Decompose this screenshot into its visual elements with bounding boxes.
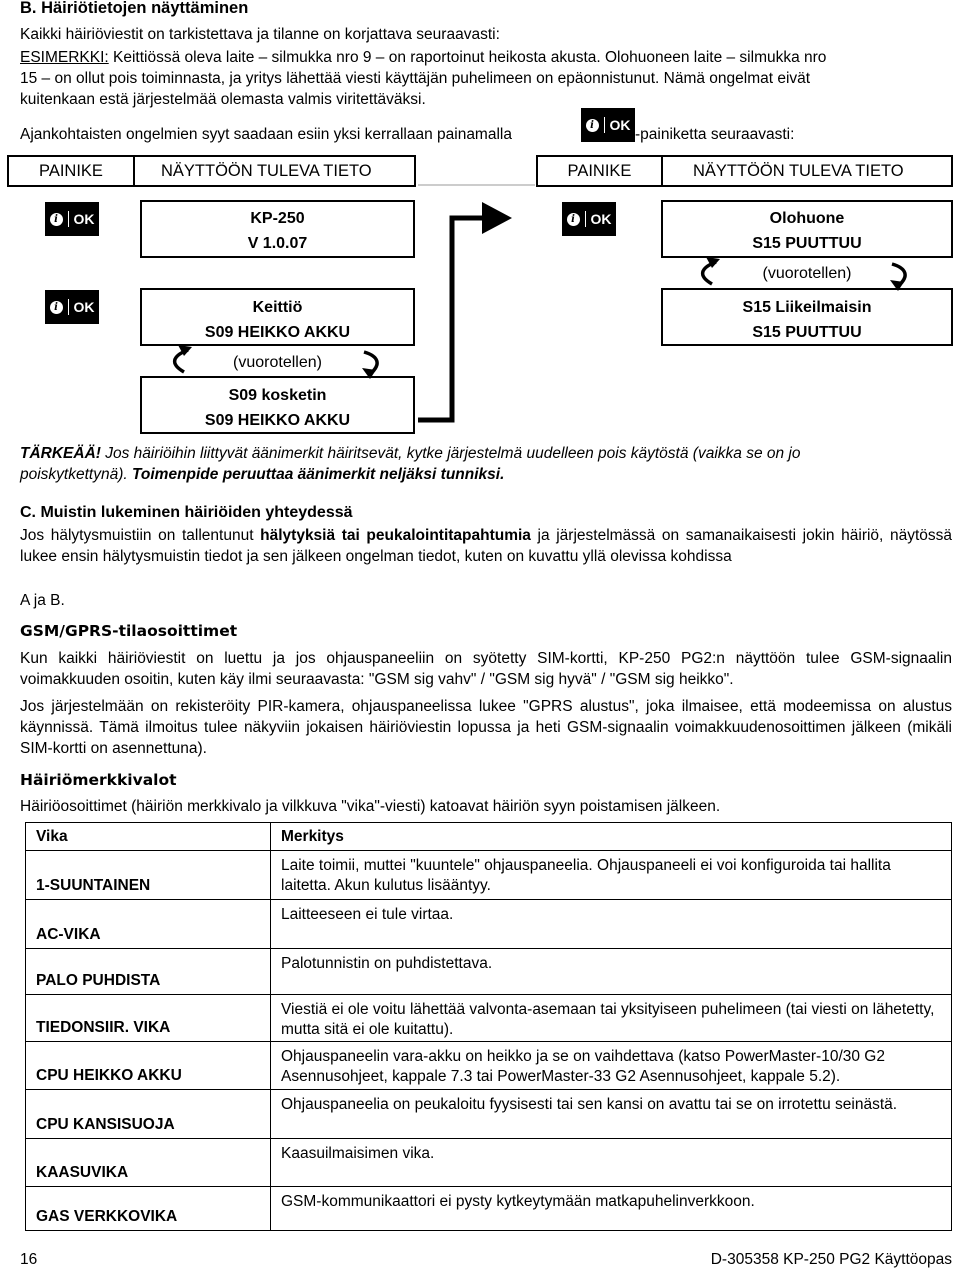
curved-arrow-left-1 (175, 345, 192, 372)
example-text: Keittiössä oleva laite – silmukka nro 9 – on raportoinut heikosta akusta. Olohuoneen laite – silmukka nro (108, 49, 827, 66)
doc-reference: D-305358 KP-250 PG2 Käyttöopas (710, 1251, 952, 1268)
ok-label: OK (73, 211, 95, 227)
ok-label: OK (609, 117, 631, 133)
meaning-cell: Laite toimii, muttei "kuuntele" ohjauspaneelia. Ohjauspaneeli ei voi konfiguroida tai hallita laitetta. Akun kulutus lisääntyy. (271, 851, 952, 900)
connector-arrow (418, 202, 512, 420)
curved-arrow-right-2 (890, 264, 905, 291)
fault-cell: 1-SUUNTAINEN (26, 851, 271, 900)
table-header-row (26, 823, 952, 851)
meaning-cell: Laitteeseen ei tule virtaa. (271, 900, 952, 949)
alternating-label-right: (vuorotellen) (762, 265, 852, 282)
meaning-cell: Ohjauspaneelia on peukaloitu fyysisesti tai sen kansi on avattu tai se on irrotettu seinästä. (271, 1090, 952, 1139)
example-label: ESIMERKKI: (20, 49, 109, 66)
meaning-cell: GSM-kommunikaattori ei pysty kytkeytymään matkapuhelinverkkoon. (271, 1187, 952, 1231)
display-line: Olohuone (769, 210, 845, 227)
info-icon: i (586, 119, 599, 132)
gsm-paragraph-2: Jos järjestelmään on rekisteröity PIR-kamera, ohjauspaneelissa lukee "GPRS alustus", joka ilmaisee, että modeemissa on alustus käynnissä. Tämä ilmoitus tulee näkyviin jokaisen häiriöviestin lopussa ja heti GSM-signaalin voimakkuudenosoittimen jälkeen (mikäli SIM-kortti on asennettuna). (20, 698, 952, 757)
display-line: V 1.0.07 (247, 235, 308, 252)
important-emphasis: Toimenpide peruuttaa äänimerkit neljäksi tunniksi. (132, 466, 505, 483)
important-line-2 (20, 464, 504, 485)
alternating-label-left: (vuorotellen) (233, 354, 322, 371)
section-c-title: C. Muistin lukeminen häiriöiden yhteydessä (20, 504, 353, 521)
header-text: PAINIKE (567, 161, 632, 180)
section-b-title: B. Häiriötietojen näyttäminen (20, 0, 249, 17)
table-row (26, 851, 952, 900)
para-text: Jos hälytysmuistiin on tallentunut (20, 527, 261, 544)
curved-arrow-left-2 (362, 352, 377, 379)
display-line: S09 HEIKKO AKKU (204, 324, 351, 341)
info-icon: i (567, 213, 580, 226)
table-row (26, 1090, 952, 1139)
table-header-fault: Vika (26, 823, 271, 851)
display-line: Keittiö (252, 299, 303, 316)
important-label: TÄRKEÄÄ! (20, 445, 101, 462)
page-number: 16 (20, 1251, 38, 1268)
important-text: Jos häiriöihin liittyvät äänimerkit häiritsevät, kytke järjestelmä uudelleen pois käytöstä (vaikka se on jo (100, 445, 801, 462)
fault-cell: KAASUVIKA (26, 1139, 271, 1187)
fault-table (25, 822, 952, 1231)
table-row (26, 949, 952, 995)
section-c-paragraph (20, 525, 952, 567)
meaning-cell: Kaasuilmaisimen vika. (271, 1139, 952, 1187)
meaning-cell: Palotunnistin on puhdistettava. (271, 949, 952, 995)
fault-cell: CPU KANSISUOJA (26, 1090, 271, 1139)
info-icon: i (50, 213, 63, 226)
fault-cell: GAS VERKKOVIKA (26, 1187, 271, 1231)
section-c-tail: A ja B. (20, 592, 65, 609)
display-line: S15 Liikeilmaisin (742, 299, 872, 316)
header-text: PAINIKE (39, 161, 103, 180)
table-row (26, 1187, 952, 1231)
instruction-pre: Ajankohtaisten ongelmien syyt saadaan esiin yksi kerrallaan painamalla (20, 126, 512, 143)
display-line: S15 PUUTTUU (752, 324, 862, 341)
para-text (335, 527, 342, 544)
instruction-post: -painiketta seuraavasti: (635, 126, 795, 143)
header-text: NÄYTTÖÖN TULEVA TIETO (161, 161, 372, 180)
example-line-2: 15 – on ollut pois toiminnasta, ja yritys lähettää viesti käyttäjän puhelimeen on epäonnistunut. Nämä ongelmat eivät (20, 70, 811, 87)
table-row (26, 900, 952, 949)
important-line-1 (20, 443, 800, 464)
ok-label: OK (590, 211, 612, 227)
para-text: ja järjestelmässä on samanaikaisesti jokin häiriö, näytössä lukee ensin hälytysmuistin tiedot ja sen jälkeen ongelman tiedot, kuten on kuvattu yllä olevissa kohdissa (20, 527, 953, 565)
ok-label: OK (73, 299, 95, 315)
table-row (26, 1042, 952, 1090)
display-line: S09 kosketin (228, 387, 327, 404)
display-line: S09 HEIKKO AKKU (204, 412, 351, 429)
table-header-meaning: Merkitys (271, 823, 952, 851)
indicators-title: Häiriömerkkivalot (20, 771, 177, 789)
intro-line: Kaikki häiriöviestit on tarkistettava ja tilanne on korjattava seuraavasti: (20, 26, 500, 43)
header-text: NÄYTTÖÖN TULEVA TIETO (693, 161, 904, 180)
indicators-intro: Häiriöosoittimet (häiriön merkkivalo ja vilkkuva "vika"-viesti) katoavat häiriön syyn poistamisen jälkeen. (20, 798, 721, 815)
table-row (26, 995, 952, 1042)
table-row (26, 1139, 952, 1187)
gsm-title: GSM/GPRS-tilaosoittimet (20, 622, 238, 640)
curved-arrow-right-1 (703, 257, 720, 284)
info-icon: i (50, 301, 63, 314)
gsm-paragraph-1: Kun kaikki häiriöviestit on luettu ja jos ohjauspaneeliin on syötetty SIM-kortti, KP-250 PG2:n näyttöön tulee GSM-signaalin voimakkuuden osoitin, kuten käy ilmi seuraavasta: "GSM sig vahv" / "GSM sig hyvä" / "GSM sig heikko". (20, 650, 952, 688)
important-text: poiskytkettynä). (20, 466, 132, 483)
fault-cell: AC-VIKA (26, 900, 271, 949)
flow-arrows (0, 0, 960, 440)
meaning-cell: Viestiä ei ole voitu lähettää valvonta-asemaan tai yksityiseen puhelimeen (tai viesti on lähetetty, mutta sitä ei ole kuitattu). (271, 995, 952, 1042)
para-emphasis: tai peukalointitapahtumia (341, 527, 531, 544)
fault-cell: CPU HEIKKO AKKU (26, 1042, 271, 1090)
example-line-3: kuitenkaan estä järjestelmää olemasta valmis viritettäväksi. (20, 91, 426, 108)
display-line: KP-250 (250, 210, 305, 227)
display-line: S15 PUUTTUU (752, 235, 862, 252)
para-emphasis: hälytyksiä (260, 527, 336, 544)
meaning-cell: Ohjauspaneelin vara-akku on heikko ja se on vaihdettava (katso PowerMaster-10/30 G2 Asennusohjeet, kappale 7.3 tai PowerMaster-33 G2 Asennusohjeet, kappale 5.2). (271, 1042, 952, 1090)
fault-cell: PALO PUHDISTA (26, 949, 271, 995)
fault-cell: TIEDONSIIR. VIKA (26, 995, 271, 1042)
